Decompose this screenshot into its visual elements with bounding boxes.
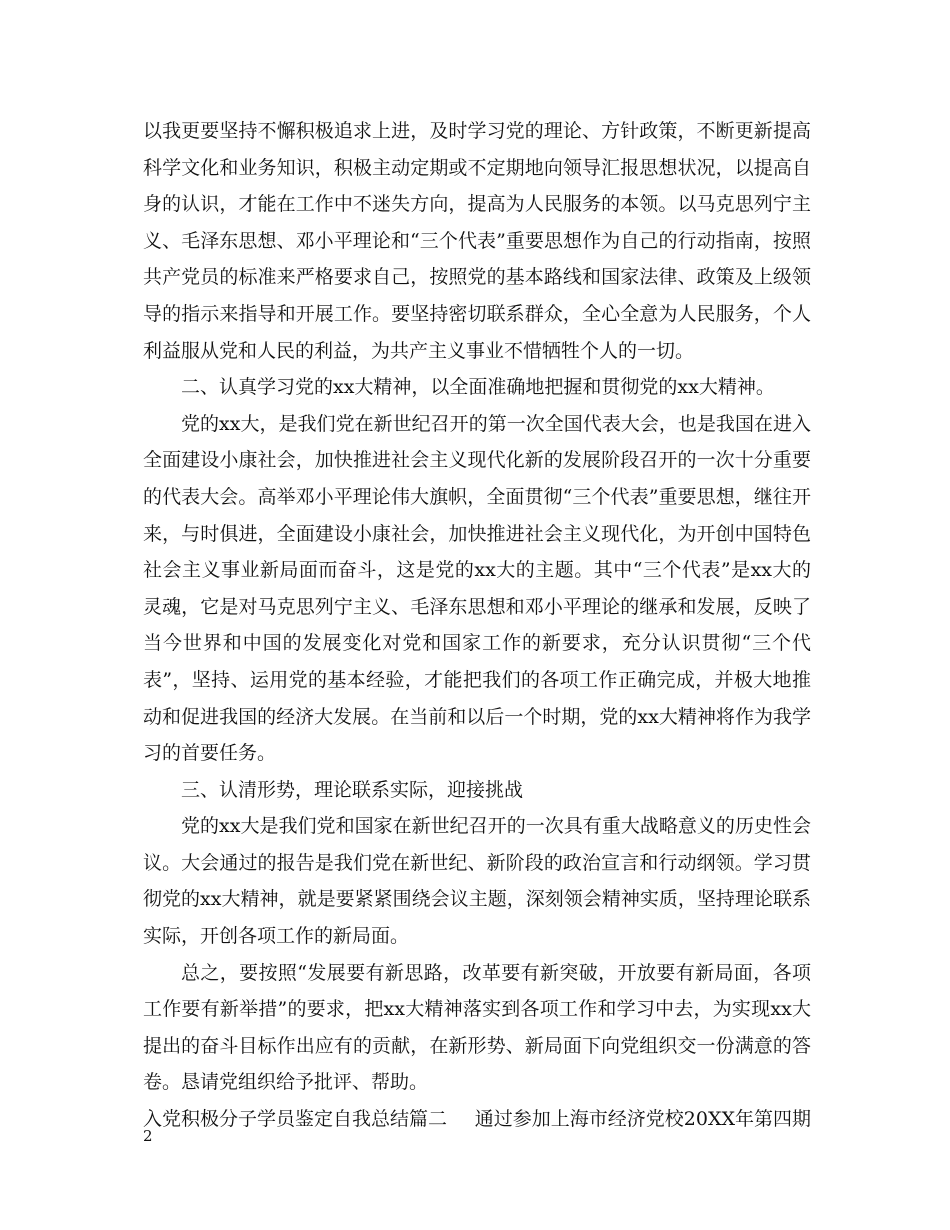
paragraph: 党的xx大，是我们党在新世纪召开的第一次全国代表大会，也是我国在进入全面建设小康社会，加快推进社会主义现代化新的发展阶段召开的一次十分重要的代表大会。高举邓小平理论伟大旗帜，全面贯彻“三个代表”重要思想，继往开来，与时俱进，全面建设小康社会，加快推进社会主义现代化，为开创中国特色社会主义事业新局面而奋斗，这是党的xx大的主题。其中“三个代表”是xx大的灵魂，它是对马克思列宁主义、毛泽东思想和邓小平理论的继承和发展，反映了当今世界和中国的发展变化对党和国家工作的新要求，充分认识贯彻“三个代表”，坚持、运用党的基本经验，才能把我们的各项工作正确完成，并极大地推动和促进我国的经济大发展。在当前和以后一个时期，党的xx大精神将作为我学习的首要任务。 <box>143 412 811 765</box>
next-section-title: 入党积极分子学员鉴定自我总结篇二 <box>143 1108 448 1131</box>
paragraph: 党的xx大是我们党和国家在新世纪召开的一次具有重大战略意义的历史性会议。大会通过的报告是我们党在新世纪、新阶段的政治宣言和行动纲领。学习贯彻党的xx大精神，就是要紧紧围绕会议主题，深刻领会精神实质，坚持理论联系实际，开创各项工作的新局面。 <box>143 815 811 948</box>
paragraph: 总之，要按照“发展要有新思路，改革要有新突破，开放要有新局面，各项工作要有新举措”的要求，把xx大精神落实到各项工作和学习中去，为实现xx大提出的奋斗目标作出应有的贡献，在新形势、新局面下向党组织交一份满意的答卷。恳请党组织给予批评、帮助。 <box>143 961 811 1094</box>
paragraph: 以我更要坚持不懈积极追求上进，及时学习党的理论、方针政策，不断更新提高科学文化和业务知识，积极主动定期或不定期地向领导汇报思想状况，以提高自身的认识，才能在工作中不迷失方向，提高为人民服务的本领。以马克思列宁主义、毛泽东思想、邓小平理论和“三个代表”重要思想作为自己的行动指南，按照共产党员的标准来严格要求自己，按照党的基本路线和国家法律、政策及上级领导的指示来指导和开展工作。要坚持密切联系群众，全心全意为人民服务，个人利益服从党和人民的利益，为共产主义事业不惜牺牲个人的一切。 <box>143 120 811 362</box>
next-section-intro: 通过参加上海市经济党校20XX年第四期 <box>474 1108 811 1131</box>
section-heading: 三、认清形势，理论联系实际，迎接挑战 <box>181 778 524 801</box>
page-number: 2 <box>143 1127 153 1145</box>
next-section-line <box>143 1101 811 1138</box>
section-heading: 二、认真学习党的xx大精神，以全面准确地把握和贯彻党的xx大精神。 <box>181 376 775 399</box>
document-body <box>143 113 811 1138</box>
